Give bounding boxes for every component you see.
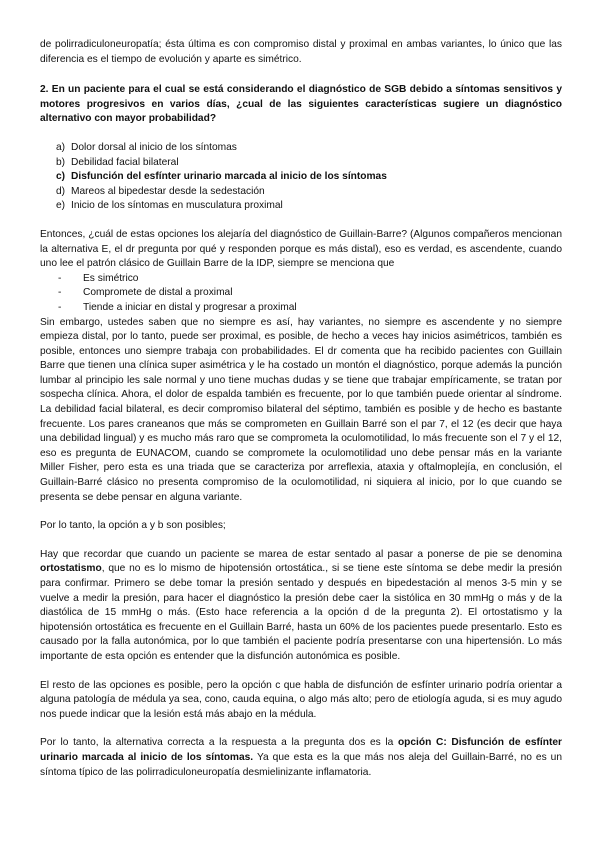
bullet-text: Compromete de distal a proximal xyxy=(83,287,233,299)
paragraph-6 xyxy=(40,736,562,780)
paragraph-4-text-end: , que no es lo mismo de hipotensión ortostática., si se tiene este síntoma se debe medir la presión para confirmar. Primero se debe tomar la presión sentado y después en bipedestación al menos 3-5 min y se vuelve a medir la presión, para hacer el diagnóstico la presión debe caer la sistólica en 30 mmHg o más y de la diastólica de 15 mmHg o más. (Esto hace referencia a la opción d de la pregunta 2). El ortostatismo y la hipotensión ortostática es frecuente en el Guillain Barré, hasta un 60% de los pacientes puede presentarlo. Esto es causado por la falla autonómica, por lo que también el paciente podría presentarse con una hipertensión. Lo más importante de esta opción es entender que la disfunción autonómica es posible. xyxy=(40,563,562,662)
paragraph-4-bold-term: ortostatismo xyxy=(40,563,102,575)
option-text: Mareos al bipedestar desde la sedestación xyxy=(71,185,265,197)
option-text: Debilidad facial bilateral xyxy=(71,156,179,168)
paragraph-4 xyxy=(40,548,562,665)
option-marker: b) xyxy=(56,156,66,168)
paragraph-5: El resto de las opciones es posible, pero la opción c que habla de disfunción de esfínter urinario podría orientar a alguna patología de médula ya sea, cono, cauda equina, o algo más alto; pero de etiología aguda, si es muy agudo nos puede indicar que la lesión está más abajo en la médula. xyxy=(40,679,562,720)
document-page xyxy=(40,38,562,780)
paragraph-1: Entonces, ¿cuál de estas opciones los alejaría del diagnóstico de Guillain-Barre? (Algunos compañeros mencionan la alternativa E, el dr pregunta por qué y responden porque es más distal), eso es verdad, es ascendente, cuando uno lee el patrón clásico de Guillain Barre de la IDP, siempre se menciona que xyxy=(40,228,562,270)
bullet-text: Tiende a iniciar en distal y progresar a proximal xyxy=(83,301,297,313)
intro-paragraph: de polirradiculoneuropatía; ésta última es con compromiso distal y proximal en ambas variantes, lo único que las diferencia es el tiempo de evolución y aparte es simétrico. xyxy=(40,39,562,65)
bullet-item xyxy=(40,286,562,301)
option-marker: c) xyxy=(56,171,66,183)
paragraph-6-text-end: Ya que esta es la que más nos aleja del Guillain-Barré, no es un síntoma típico de las polirradiculoneuropatía desmielinizante inflamatoria. xyxy=(40,751,562,778)
option-e xyxy=(40,199,562,214)
paragraph-2: Sin embargo, ustedes saben que no siempre es así, hay variantes, no siempre es ascendente y no siempre empieza distal, por lo tanto, puede ser proximal, es posible, de hecho a veces hay inicios asimétricos, también es posible, entonces uno siempre trabaja con probabilidades. El dr comenta que ha recibido pacientes con Guillain Barre que tienen una clínica super asimétrica y le ha costado un montón el diagnóstico, porque además la punción lumbar al principio les sale normal y uno tiene muchas dudas y se tiene que trabajar empíricamente, se tratan por sospecha clínica. Ahora, el dolor de espalda también es frecuente, por lo que también puede orientar al síndrome. La debilidad facial bilateral, es decir compromiso bilateral del séptimo, también es posible y de hecho es bastante frecuente. Los pares craneanos que más se comprometen en Guillain Barré son el par 7, el 12 (es decir que haya una debilidad lingual) y es mucho más raro que se comprometa la oculomotilidad, lo más frecuente son el 7 y el 12, eso es pregunta de EUNACOM, cuando se compromete la oculomotilidad uno debe pensar más en la variante Miller Fisher, pero esta es una triada que se caracteriza por arreflexia, ataxia y oftalmoplejía, en conclusión, el Guillain-Barré clásico no presenta compromiso de la oculomotilidad, ni siquiera al inicio, por lo que cuando se presenta se debe pensar en alguna variante. xyxy=(40,316,562,503)
options-list xyxy=(40,141,562,214)
bullet-item xyxy=(40,272,562,287)
question-2: 2. En un paciente para el cual se está considerando el diagnóstico de SGB debido a síntomas sensitivos y motores progresivos en varios días, ¿cual de las siguientes características sugiere un diagnóstico alternativo con mayor probabilidad? xyxy=(40,84,562,125)
option-text: Dolor dorsal al inicio de los síntomas xyxy=(71,141,237,153)
option-a xyxy=(40,141,562,156)
option-b xyxy=(40,156,562,171)
bullet-marker: - xyxy=(58,272,62,284)
option-marker: a) xyxy=(56,141,66,153)
bullet-item xyxy=(40,301,562,316)
paragraph-6-text-start: Por lo tanto, la alternativa correcta a la respuesta a la pregunta dos es la xyxy=(40,737,398,749)
option-marker: d) xyxy=(56,185,66,197)
option-text: Disfunción del esfínter urinario marcada al inicio de los síntomas xyxy=(71,171,387,183)
option-c xyxy=(40,170,562,185)
option-text: Inicio de los síntomas en musculatura proximal xyxy=(71,200,283,212)
bullet-marker: - xyxy=(58,301,62,313)
option-d xyxy=(40,185,562,200)
bullet-text: Es simétrico xyxy=(83,272,139,284)
bullet-marker: - xyxy=(58,287,62,299)
bullet-list xyxy=(40,272,562,316)
option-marker: e) xyxy=(56,200,66,212)
paragraph-6-bold-answer: opción C: Disfunción de esfínter urinario marcada al inicio de los síntomas. xyxy=(40,737,562,763)
paragraph-3: Por lo tanto, la opción a y b son posibles; xyxy=(40,520,226,532)
paragraph-4-text-start: Hay que recordar que cuando un paciente se marea de estar sentado al pasar a ponerse de pie se denomina xyxy=(40,548,562,560)
